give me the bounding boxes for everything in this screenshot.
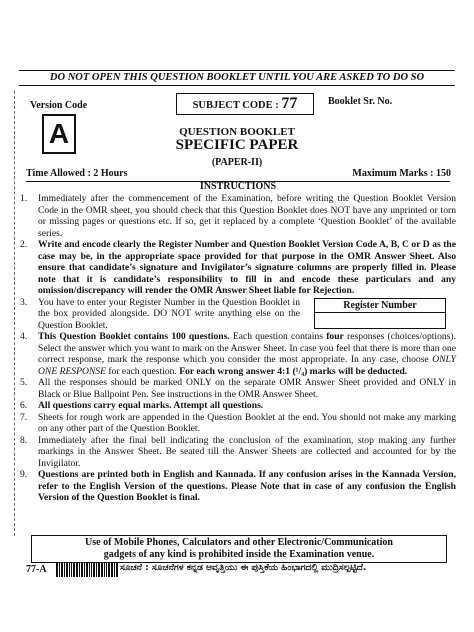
paper-name: SPECIFIC PAPER xyxy=(175,137,299,153)
subject-code-label: SUBJECT CODE : xyxy=(192,100,279,111)
instruction-item: 6. All questions carry equal marks. Attempt all questions. xyxy=(20,400,264,411)
register-number-box[interactable] xyxy=(314,298,446,329)
instruction-item: 4. This Question Booklet contains 100 questions. Each question contains four responses (choices/options). Select the answer which you want to mark on the Answer Sheet. In case you feel that there is more than one correct response, mark the response which you consider the most appropriate. In any case, choose ONLY ONE RESPONSE for each question. For each wrong answer 4:1 (¹/₄) marks will be deducted. xyxy=(20,331,457,377)
subject-code-value: 77 xyxy=(281,95,298,112)
instructions-list xyxy=(20,193,456,504)
instruction-item: 2. Write and encode clearly the Register Number and Question Booklet Version Code A, B, C or D as the case may be, in the appropriate space provided for that purpose in the OMR Answer Sheet. Also ensure that candidate’s signature and Invigilator’s signature columns are properly filled in. Please note that it is candidate’s responsibility to fill in and encode these particulars and any omission/discrepancy will render the OMR Answer Sheet liable for Rejection. xyxy=(20,239,456,296)
barcode xyxy=(56,563,119,577)
prohibition-notice xyxy=(31,535,447,563)
instruction-item: 9. Questions are printed both in English and Kannada. If any confusion arises in the Kannada Version, refer to the English Version of the questions. Please Note that in case of any confusion the English Version of the Question Booklet is final. xyxy=(20,469,456,503)
instructions-heading: INSTRUCTIONS xyxy=(199,181,277,192)
instruction-item: 5. All the responses should be marked ONLY on the separate OMR Answer Sheet provided and ONLY in Black or Blue Ballpoint Pen. See instructions in the OMR Answer Sheet. xyxy=(20,377,456,400)
version-code-box: A xyxy=(42,114,76,154)
subject-code-box xyxy=(176,93,314,115)
maximum-marks: Maximum Marks : 150 xyxy=(352,168,451,179)
paper-number: (PAPER-II) xyxy=(211,157,263,168)
instruction-item: 3. You have to enter your Register Number in the Question Booklet in the box provided alongside. DO NOT write anything else on the Question Booklet. Register Number xyxy=(20,297,456,332)
time-allowed: Time Allowed : 2 Hours xyxy=(26,168,128,179)
booklet-title: QUESTION BOOKLET xyxy=(179,126,295,138)
instruction-item: 7. Sheets for rough work are appended in the Question Booklet at the end. You should not make any marking on any other part of the Question Booklet. xyxy=(20,411,456,434)
version-code-label: Version Code xyxy=(30,100,88,111)
kannada-note: ಸೂಚನೆ : ಸೂಚನೆಗಳ ಕನ್ನಡ ಆವೃತ್ತಿಯು ಈ ಪುಸ್ತಿಕೆಯ ಹಿಂಭಾಗದಲ್ಲಿ ಮುದ್ರಿಸಲ್ಪಟ್ಟಿದೆ. xyxy=(120,563,367,573)
prohibition-line-2: gadgets of any kind is prohibited inside the Examination venue. xyxy=(103,548,375,560)
instruction-item: 1. Immediately after the commencement of the Examination, before writing the Question Booklet Version Code in the OMR sheet, you should check that this Question Booklet does NOT have any unprinted or torn or missing pages or questions etc. If so, get it replaced by a complete ‘Question Booklet’ of the available series. xyxy=(20,193,456,239)
instruction-item: 8. Immediately after the final bell indicating the conclusion of the examination, stop making any further markings in the Answer Sheet. Be seated till the Answer Sheets are collected and accounted for by the Invigilator. xyxy=(20,434,456,469)
do-not-open-warning: DO NOT OPEN THIS QUESTION BOOKLET UNTIL YOU ARE ASKED TO DO SO xyxy=(19,70,455,86)
register-number-label: Register Number xyxy=(315,299,445,313)
prohibition-line-1: Use of Mobile Phones, Calculators and other Electronic/Communication xyxy=(85,537,393,548)
page-code: 77-A xyxy=(26,564,47,575)
perforation-line xyxy=(14,91,18,536)
booklet-serial-label: Booklet Sr. No. xyxy=(328,96,393,107)
